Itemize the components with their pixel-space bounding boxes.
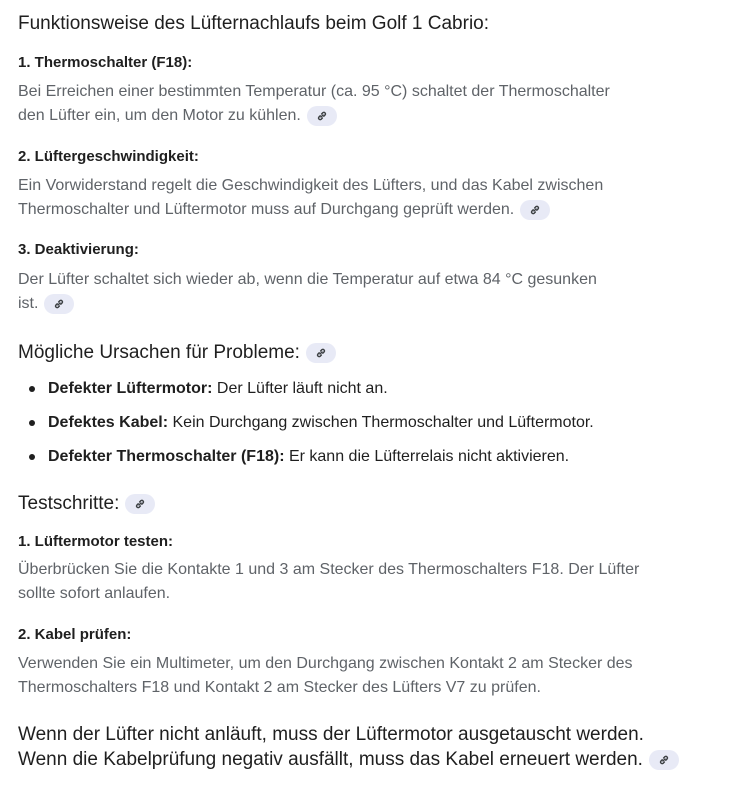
list-item-label: Defekter Thermoschalter (F18): — [48, 448, 285, 465]
bullet-dot — [29, 420, 35, 426]
section-text: ist. — [18, 295, 39, 312]
step-text-line: sollte sofort anlaufen. — [18, 585, 171, 602]
conclusion-line — [18, 747, 679, 772]
section-heading-thermoschalter: 1. Thermoschalter (F18): — [18, 54, 193, 71]
step-text-line: Verwenden Sie ein Multimeter, um den Durchgang zwischen Kontakt 2 am Stecker des — [18, 655, 633, 672]
source-link-chip[interactable] — [306, 343, 336, 363]
page-title: Funktionsweise des Lüfternachlaufs beim Golf 1 Cabrio: — [18, 13, 490, 34]
link-icon — [315, 347, 327, 359]
step-heading-lueftermotor: 1. Lüftermotor testen: — [18, 533, 174, 550]
bullet-dot — [29, 454, 35, 460]
list-item-text: Er kann die Lüfterrelais nicht aktivieren. — [284, 448, 570, 465]
link-icon — [529, 204, 541, 216]
step-text-line: Thermoschalters F18 und Kontakt 2 am Stecker des Lüfters V7 zu prüfen. — [18, 679, 541, 696]
step-text-line: Überbrücken Sie die Kontakte 1 und 3 am Stecker des Thermoschalters F18. Der Lüfter — [18, 561, 640, 578]
section-heading-lueftergeschwindigkeit: 2. Lüftergeschwindigkeit: — [18, 148, 199, 165]
section-text-line: Bei Erreichen einer bestimmten Temperatur (ca. 95 °C) schaltet der Thermoschalter — [18, 83, 610, 100]
section-text-line — [18, 198, 550, 222]
list-item — [48, 414, 594, 432]
step-heading-kabel: 2. Kabel prüfen: — [18, 626, 132, 643]
conclusion-line: Wenn der Lüfter nicht anläuft, muss der Lüftermotor ausgetauscht werden. — [18, 724, 644, 745]
list-item-label: Defekter Lüftermotor: — [48, 380, 213, 397]
list-item — [48, 448, 569, 466]
tests-heading-text: Testschritte: — [18, 493, 120, 514]
list-item-text: Kein Durchgang zwischen Thermoschalter und Lüftermotor. — [168, 414, 594, 431]
conclusion-text: Wenn die Kabelprüfung negativ ausfällt, muss das Kabel erneuert werden. — [18, 749, 643, 770]
source-link-chip[interactable] — [520, 200, 550, 220]
section-text: den Lüfter ein, um den Motor zu kühlen. — [18, 107, 301, 124]
problems-heading-text: Mögliche Ursachen für Probleme: — [18, 342, 300, 363]
section-text-line: Der Lüfter schaltet sich wieder ab, wenn die Temperatur auf etwa 84 °C gesunken — [18, 271, 597, 288]
section-heading-deaktivierung: 3. Deaktivierung: — [18, 241, 139, 258]
list-item-text: Der Lüfter läuft nicht an. — [212, 380, 388, 397]
list-item-label: Defektes Kabel: — [48, 414, 169, 431]
link-icon — [53, 298, 65, 310]
source-link-chip[interactable] — [307, 106, 337, 126]
source-link-chip[interactable] — [649, 750, 679, 770]
section-text-line — [18, 292, 74, 316]
source-link-chip[interactable] — [44, 294, 74, 314]
link-icon — [134, 498, 146, 510]
section-text-line: Ein Vorwiderstand regelt die Geschwindigkeit des Lüfters, und das Kabel zwischen — [18, 177, 604, 194]
link-icon — [658, 754, 670, 766]
tests-heading — [18, 493, 155, 515]
source-link-chip[interactable] — [125, 494, 155, 514]
problems-heading — [18, 342, 336, 364]
section-text: Thermoschalter und Lüftermotor muss auf Durchgang geprüft werden. — [18, 201, 515, 218]
bullet-dot — [29, 386, 35, 392]
list-item — [48, 380, 388, 398]
section-text-line — [18, 104, 337, 128]
link-icon — [316, 110, 328, 122]
